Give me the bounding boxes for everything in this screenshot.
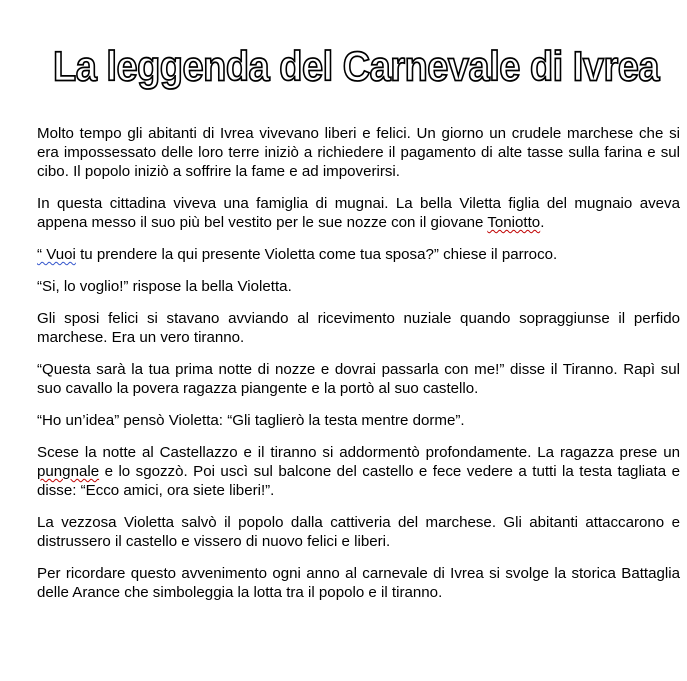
paragraph-8 (37, 443, 680, 500)
paragraph-7: “Ho un’idea” pensò Violetta: “Gli taglierò la testa mentre dorme”. (37, 412, 465, 429)
story-body (37, 124, 680, 615)
paragraph-5: Gli sposi felici si stavano avviando al ricevimento nuziale quando sopraggiunse il perfido marchese. Era un vero tiranno. (37, 310, 680, 346)
paragraph-8-end: e lo sgozzò. Poi uscì sul balcone del castello e fece vedere a tutti la testa tagliata e disse: “Ecco amici, ora siete liberi!”. (37, 463, 680, 499)
page-title: La leggenda del Carnevale di Ivrea (52, 44, 660, 91)
paragraph-2-end: . (540, 214, 545, 231)
spellcheck-marked-word[interactable]: pungnale (37, 463, 100, 480)
paragraph-2-text: In questa cittadina viveva una famiglia di mugnai. La bella Viletta figlia del mugnaio aveva appena messo il suo più bel vestito per le sue nozze con il giovane (37, 195, 680, 231)
paragraph-2 (37, 194, 680, 232)
paragraph-3 (37, 245, 680, 264)
paragraph-9: La vezzosa Violetta salvò il popolo dalla cattiveria del marchese. Gli abitanti attaccarono e distrussero il castello e vissero di nuovo felici e liberi. (37, 514, 680, 550)
paragraph-10: Per ricordare questo avvenimento ogni anno al carnevale di Ivrea si svolge la storica Battaglia delle Arance che simboleggia la lotta tra il popolo e il tiranno. (37, 565, 680, 601)
paragraph-1: Molto tempo gli abitanti di Ivrea vivevano liberi e felici. Un giorno un crudele marchese che si era impossessato delle loro terre iniziò a richiedere il pagamento di alte tasse sulla farina e sul cibo. Il popolo iniziò a soffrire la fame e ad impoverirsi. (37, 125, 680, 180)
paragraph-8-text: Scese la notte al Castellazzo e il tiranno si addormentò profondamente. La ragazza prese un (37, 444, 680, 461)
grammar-marked-word[interactable]: “ Vuoi (37, 246, 76, 263)
paragraph-6: “Questa sarà la tua prima notte di nozze e dovrai passarla con me!” disse il Tiranno. Rapì sul suo cavallo la povera ragazza piangente e la portò al suo castello. (37, 361, 680, 397)
spellcheck-marked-word[interactable]: Toniotto (487, 214, 541, 231)
paragraph-3-text: tu prendere la qui presente Violetta come tua sposa?” chiese il parroco. (75, 246, 558, 263)
paragraph-4: “Si, lo voglio!” rispose la bella Violetta. (37, 278, 292, 295)
